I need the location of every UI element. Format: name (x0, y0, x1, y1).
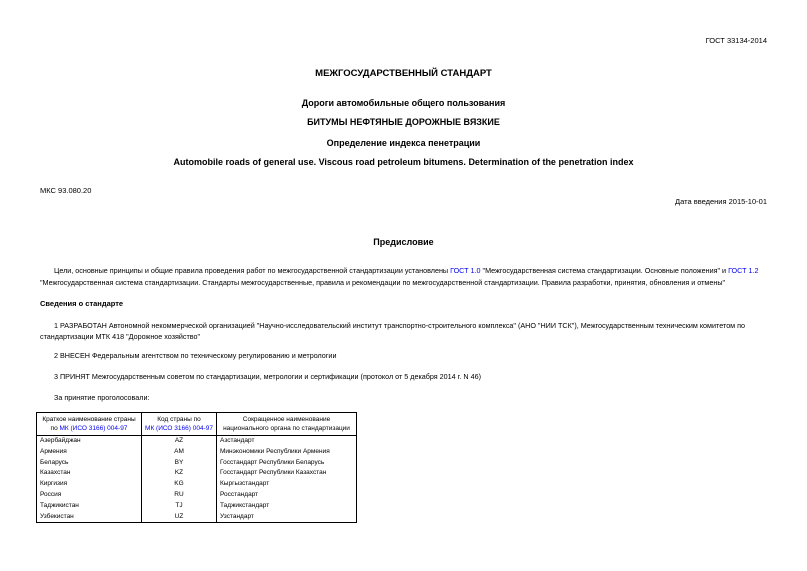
bitumens-heading: БИТУМЫ НЕФТЯНЫЕ ДОРОЖНЫЕ ВЯЗКИЕ (307, 117, 500, 127)
gost-1-0-link[interactable]: ГОСТ 1.0 (450, 266, 481, 275)
standard-info-title: Сведения о стандарте (40, 299, 124, 308)
mk-iso-link[interactable]: МК (ИСО 3166) 004-97 (59, 425, 128, 432)
preface-text: "Межгосударственная система стандартизации. Основные положения" и (480, 266, 729, 275)
item3: 3 ПРИНЯТ Межгосударственным советом по стандартизации, метрологии и сертификации (протокол от 5 декабря 2014 г. N 46) (54, 372, 481, 381)
roads-heading: Дороги автомобильные общего пользования (301, 98, 506, 108)
item2: 2 ВНЕСЕН Федеральным агентством по техническому регулированию и метрологии (54, 351, 337, 360)
table-row: Таджикистан TJ Таджикстандарт (37, 501, 357, 512)
gost-1-2-link[interactable]: ГОСТ 1.2 (728, 266, 759, 275)
definition-heading: Определение индекса пенетрации (326, 138, 481, 148)
english-title: Automobile roads of general use. Viscous road petroleum bitumens. Determination of the penetration index (173, 157, 634, 167)
table-row: Киргизия KG Кыргызстандарт (37, 479, 357, 490)
table-header-row (37, 413, 357, 436)
item1-line1: 1 РАЗРАБОТАН Автономной некоммерческой организацией "Научно-исследовательский институт транспортно-строительного комплекса" (АНО "НИИ ТСК"), Межгосударственным техническим комитетом по (54, 321, 746, 330)
item1-line2: стандартизации МТК 418 "Дорожное хозяйство" (40, 332, 201, 341)
mk-iso-link[interactable]: МК (ИСО 3166) 004-97 (145, 425, 213, 432)
table-row: Казахстан KZ Госстандарт Республики Казахстан (37, 468, 357, 479)
member-states-table (36, 412, 357, 523)
table-row: Узбекистан UZ Узстандарт (37, 512, 357, 523)
standard-heading: МЕЖГОСУДАРСТВЕННЫЙ СТАНДАРТ (315, 68, 492, 79)
col-code-header: Код страны по МК (ИСО 3166) 004-97 (142, 413, 217, 436)
table-row: Беларусь BY Госстандарт Республики Беларусь (37, 458, 357, 469)
voted-label: За принятие проголосовали: (54, 393, 150, 402)
table-row: Армения AM Минэкономики Республики Армения (37, 447, 357, 458)
intro-date: Дата введения 2015-10-01 (675, 197, 767, 206)
col-country-header: Краткое наименование страны по МК (ИСО 3166) 004-97 (37, 413, 142, 436)
preface-title: Предисловие (373, 237, 434, 247)
table-row: Азербайджан AZ Азстандарт (37, 436, 357, 447)
col-body-header: Сокращенное наименование национального органа по стандартизации (217, 413, 357, 436)
document-code: ГОСТ 33134-2014 (705, 36, 767, 45)
mks-code: МКС 93.080.20 (40, 186, 92, 195)
preface-text: Цели, основные принципы и общие правила проведения работ по межгосударственной стандартизации установлены (54, 266, 451, 275)
preface-paragraph-line1 (54, 266, 767, 275)
table-row: Россия RU Росстандарт (37, 490, 357, 501)
preface-paragraph-line2: "Межгосударственная система стандартизации. Стандарты межгосударственные, правила и рекомендации по межгосударственной стандартизации. Правила разработки, принятия, обновления и отмены" (40, 278, 726, 287)
